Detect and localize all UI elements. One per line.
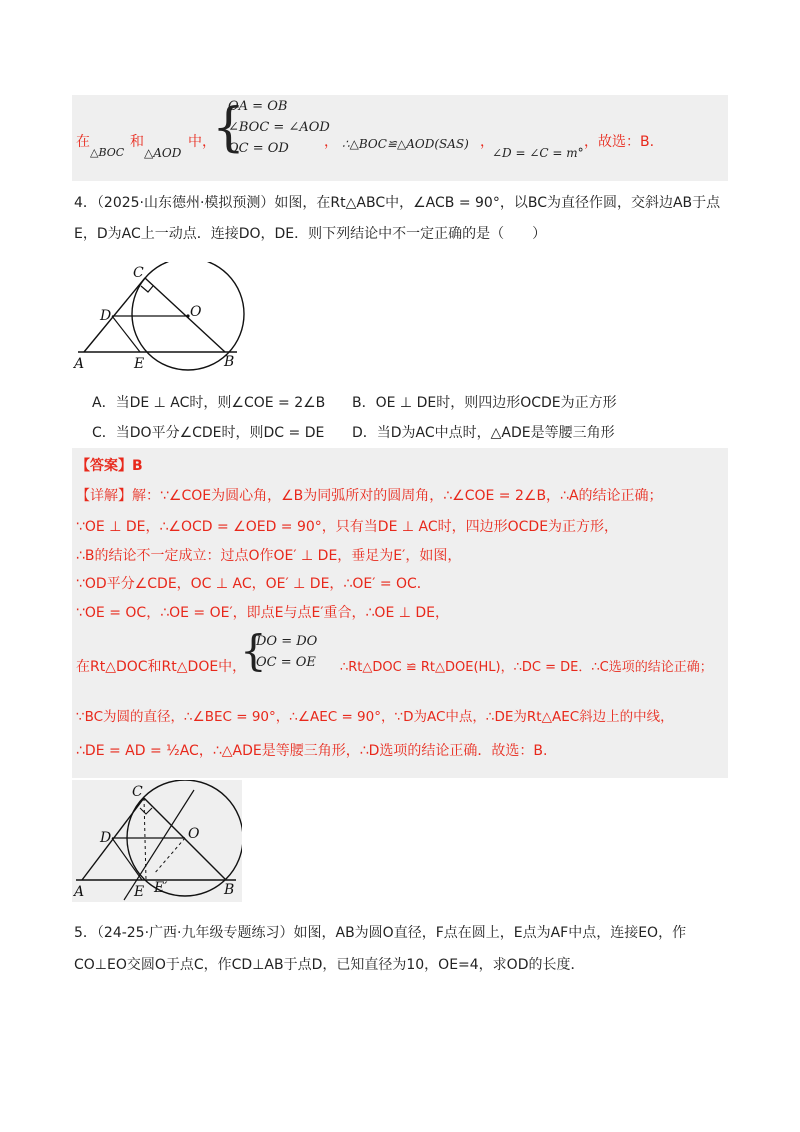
- prev-solution-text-2: 和: [130, 134, 144, 150]
- prev-system-eq-2: ∠BOC = ∠AOD: [228, 120, 330, 135]
- detail-line-5: ∵OE = OC，∴OE = OE′，即点E与点E′重合，∴OE ⊥ DE，: [76, 605, 450, 621]
- q4-option-c: C．当DO平分∠CDE时，则DC = DE: [92, 425, 325, 441]
- q4-right-angle-mark: [141, 286, 153, 292]
- prev-system-eq-1: OA = OB: [228, 99, 288, 114]
- detail-line-8: ∴DE = AD = ½AC，∴△ADE是等腰三角形，∴D选项的结论正确．故选：B.: [76, 743, 548, 759]
- prev-solution-comma-2: ，: [480, 134, 494, 150]
- q4-option-b: B．OE ⊥ DE时，则四边形OCDE为正方形: [352, 395, 617, 411]
- q4-option-a: A．当DE ⊥ AC时，则∠COE = 2∠B: [92, 395, 326, 411]
- prev-solution-tri-aod: △AOD: [144, 146, 182, 160]
- q4-label-c: C: [133, 265, 144, 281]
- prev-solution-text-3: 中，: [188, 134, 216, 150]
- prev-solution-comma-1: ，: [324, 134, 338, 150]
- sol-dashed-oe-prime: [154, 838, 185, 874]
- detail-line-4: ∵OD平分∠CDE，OC ⊥ AC，OE′ ⊥ DE，∴OE′ = OC．: [76, 576, 431, 592]
- answer-label: 【答案】B: [76, 458, 143, 474]
- hl-prefix: 在Rt△DOC和Rt△DOE中，: [76, 659, 247, 675]
- q4-segment-cb: [145, 278, 225, 352]
- sol-label-b: B: [224, 882, 235, 898]
- detail-line-2: ∵OE ⊥ DE，∴∠OCD = ∠OED = 90°，只有当DE ⊥ AC时，四边形OCDE为正方形，: [76, 519, 619, 535]
- prev-solution-system: [228, 96, 330, 159]
- solution-geometry-figure: [72, 780, 242, 902]
- detail-line-3: ∴B的结论不一定成立：过点O作OE′ ⊥ DE，垂足为E′，如图，: [76, 548, 462, 564]
- hl-system: [256, 631, 317, 673]
- q5-stem-line-1: 5．（24-25·广西·九年级专题练习）如图，AB为圆O直径，F点在圆上，E点为AF中点，连接EO，作: [74, 925, 687, 941]
- q5-stem-line-2: CO⊥EO交圆O于点C，作CD⊥AB于点D，已知直径为10，OE=4，求OD的长度．: [74, 957, 585, 973]
- q4-stem-line-1: 4．（2025·山东德州·模拟预测）如图，在Rt△ABC中，∠ACB = 90°，以BC为直径作圆，交斜边AB于点: [74, 195, 721, 211]
- q4-geometry-figure: [72, 262, 252, 372]
- prev-system-eq-3: OC = OD: [228, 141, 289, 156]
- prev-solution-text-1: 在: [76, 134, 90, 150]
- q4-label-e: E: [134, 356, 145, 372]
- sol-label-e-prime: E′: [154, 880, 168, 896]
- q4-label-a: A: [74, 356, 85, 372]
- hl-system-eq-2: OC = OE: [256, 655, 316, 670]
- detail-line-6: ∴Rt△DOC ≌ Rt△DOE(HL)，∴DC = DE．∴C选项的结论正确；: [340, 660, 713, 675]
- q4-label-b: B: [224, 354, 235, 370]
- prev-solution-tri-boc: △BOC: [90, 146, 125, 159]
- prev-solution-congruent: ∴△BOC≌△AOD(SAS): [342, 137, 469, 151]
- sol-label-d: D: [100, 830, 112, 846]
- prev-solution-angle-eq: ∠D = ∠C = m°: [492, 146, 584, 160]
- sol-label-a: A: [74, 884, 85, 900]
- q4-label-o: O: [190, 304, 202, 320]
- sol-right-angle-mark: [140, 808, 152, 814]
- hl-system-eq-1: DO = DO: [256, 634, 318, 649]
- sol-label-c: C: [132, 784, 143, 800]
- sol-segment-cb: [144, 798, 226, 880]
- q4-stem-line-2: E，D为AC上一动点．连接DO，DE．则下列结论中不一定正确的是（ ）: [74, 226, 547, 242]
- hl-brace: {: [240, 626, 267, 675]
- detail-line-1: 【详解】解：∵∠COE为圆心角，∠B为同弧所对的圆周角，∴∠COE = 2∠B，∴A的结论正确；: [76, 488, 663, 504]
- sol-label-e: E: [134, 884, 145, 900]
- q4-segment-ca: [84, 278, 145, 352]
- q4-label-d: D: [100, 308, 112, 324]
- prev-solution-conclusion: ，故选：B.: [584, 134, 655, 150]
- q4-option-d: D．当D为AC中点时，△ADE是等腰三角形: [352, 425, 615, 441]
- prev-solution-brace: {: [212, 98, 246, 158]
- detail-line-7: ∵BC为圆的直径，∴∠BEC = 90°，∴∠AEC = 90°，∵D为AC中点，∴DE为Rt△AEC斜边上的中线，: [76, 709, 674, 725]
- sol-label-o: O: [188, 826, 200, 842]
